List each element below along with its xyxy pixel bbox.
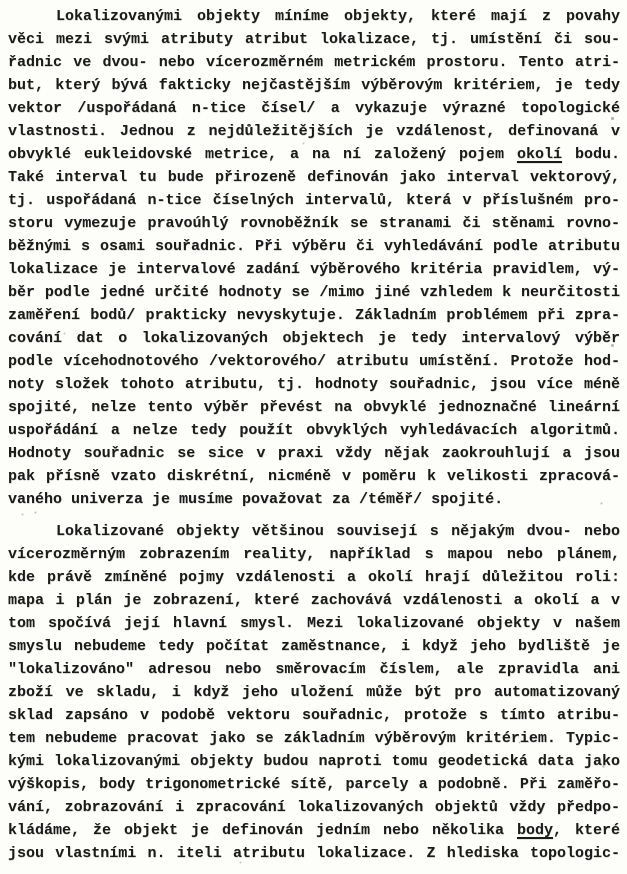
text-line: běžnými s osami souřadnic. Při výběru či vyhledávání podle atributu xyxy=(8,238,620,255)
text-line: cování dat o lokalizovaných objektech je tedy intervalový výběr xyxy=(8,330,620,347)
text-line: uspořádání a nelze tedy použít obvyklých vyhledávacích algoritmů. xyxy=(8,422,620,439)
text-line: "lokalizováno" adresou nebo směrovacím číslem, ale zpravidla ani xyxy=(8,661,620,678)
underlined-word: okolí xyxy=(516,146,562,163)
text-line: Také interval tu bude přirozeně definován jako interval vektorový, xyxy=(8,169,620,186)
text-line: Hodnoty souřadnic se sice v praxi vždy nějak zaokrouhlují a jsou xyxy=(8,445,620,462)
text-line: Lokalizovanými objekty míníme objekty, které mají z povahy xyxy=(56,8,620,25)
text-line: tem nebudeme pracovat jako se základním výběrovým kritériem. Typic- xyxy=(8,730,620,747)
paragraph-1 xyxy=(8,5,620,511)
text-line: lokalizace je intervalové zadání výběrového kritéria pravidlem, vý- xyxy=(8,261,620,278)
text-line: vaného univerza je musíme považovat za /téměř/ spojité. xyxy=(8,491,504,508)
text-line: Lokalizované objekty většinou souvisejí s nějakým dvou- nebo xyxy=(56,523,620,540)
text-line: pak přísně vzato diskrétní, nicméně v poměru k velikosti zpracová- xyxy=(8,468,620,485)
text-line: vícerozměrným zobrazením reality, například s mapou nebo plánem, xyxy=(8,546,620,563)
text-line: vlastnosti. Jednou z nejdůležitějších je vzdálenost, definovaná v xyxy=(8,123,620,140)
text-line: podle vícehodnotového /vektorového/ atributu umístění. Protože hod- xyxy=(8,353,620,370)
text-line: obvyklé eukleidovské metrice, a na ní založený pojem okolí bodu. xyxy=(8,146,620,163)
text-line: kými lokalizovanými objekty budou naproti tomu geodetická data jako xyxy=(8,753,620,770)
text-line: noty složek tohoto atributu, tj. hodnoty souřadnic, jsou více méně xyxy=(8,376,620,393)
text-body xyxy=(8,5,620,865)
text-line: smyslu nebudeme tedy počítat zaměstnance, i když jeho bydliště je xyxy=(8,638,620,655)
text-line: běr podle jedné určité hodnoty se /mimo jiné vzhledem k neurčitosti xyxy=(8,284,620,301)
paragraph-2 xyxy=(8,520,620,865)
text-line: jsou vlastními n. iteli atributu lokalizace. Z hlediska topologic- xyxy=(8,845,620,862)
underlined-word: body xyxy=(516,822,553,839)
text-line: sklad zapsáno v podobě vektoru souřadnic, protože s tímto atribu- xyxy=(8,707,620,724)
text-line: kládáme, že objekt je definován jedním nebo několika body, které xyxy=(8,822,620,839)
text-line: vektor /uspořádaná n-tice čísel/ a vykazuje výrazné topologické xyxy=(8,100,620,117)
text-line: řadnic ve dvou- nebo vícerozměrném metrickém prostoru. Tento atri- xyxy=(8,54,620,71)
text-line: zboží ve skladu, i když jeho uložení může být pro automatizovaný xyxy=(8,684,620,701)
text-line: výškopis, body trigonometrické sítě, parcely a podobně. Při zaměřo- xyxy=(8,776,620,793)
text-line: but, který bývá fakticky nejčastějším výběrovým kritériem, je tedy xyxy=(8,77,620,94)
text-line: vání, zobrazování i zpracování lokalizovaných objektů vždy předpo- xyxy=(8,799,620,816)
text-line: zaměření bodů/ prakticky nevyskytuje. Základním problémem při zpra- xyxy=(8,307,620,324)
text-line: mapa i plán je zobrazení, které zachovává vzdálenosti a okolí a v xyxy=(8,592,620,609)
text-line: tj. uspořádaná n-tice číselných intervalů, která v příslušném pro- xyxy=(8,192,620,209)
text-line: věci mezi svými atributy atribut lokalizace, tj. umístění či sou- xyxy=(8,31,620,48)
text-line: spojité, nelze tento výběr převést na obvyklé jednoznačné lineární xyxy=(8,399,620,416)
text-line: kde právě zmíněné pojmy vzdálenosti a okolí hrají důležitou roli: xyxy=(8,569,620,586)
text-line: tom spočívá její hlavní smysl. Mezi lokalizované objekty v našem xyxy=(8,615,620,632)
scan-noise-specks xyxy=(0,0,1,1)
text-line: storu vymezuje pravoúhlý rovnoběžník se stranami či stěnami rovno- xyxy=(8,215,620,232)
